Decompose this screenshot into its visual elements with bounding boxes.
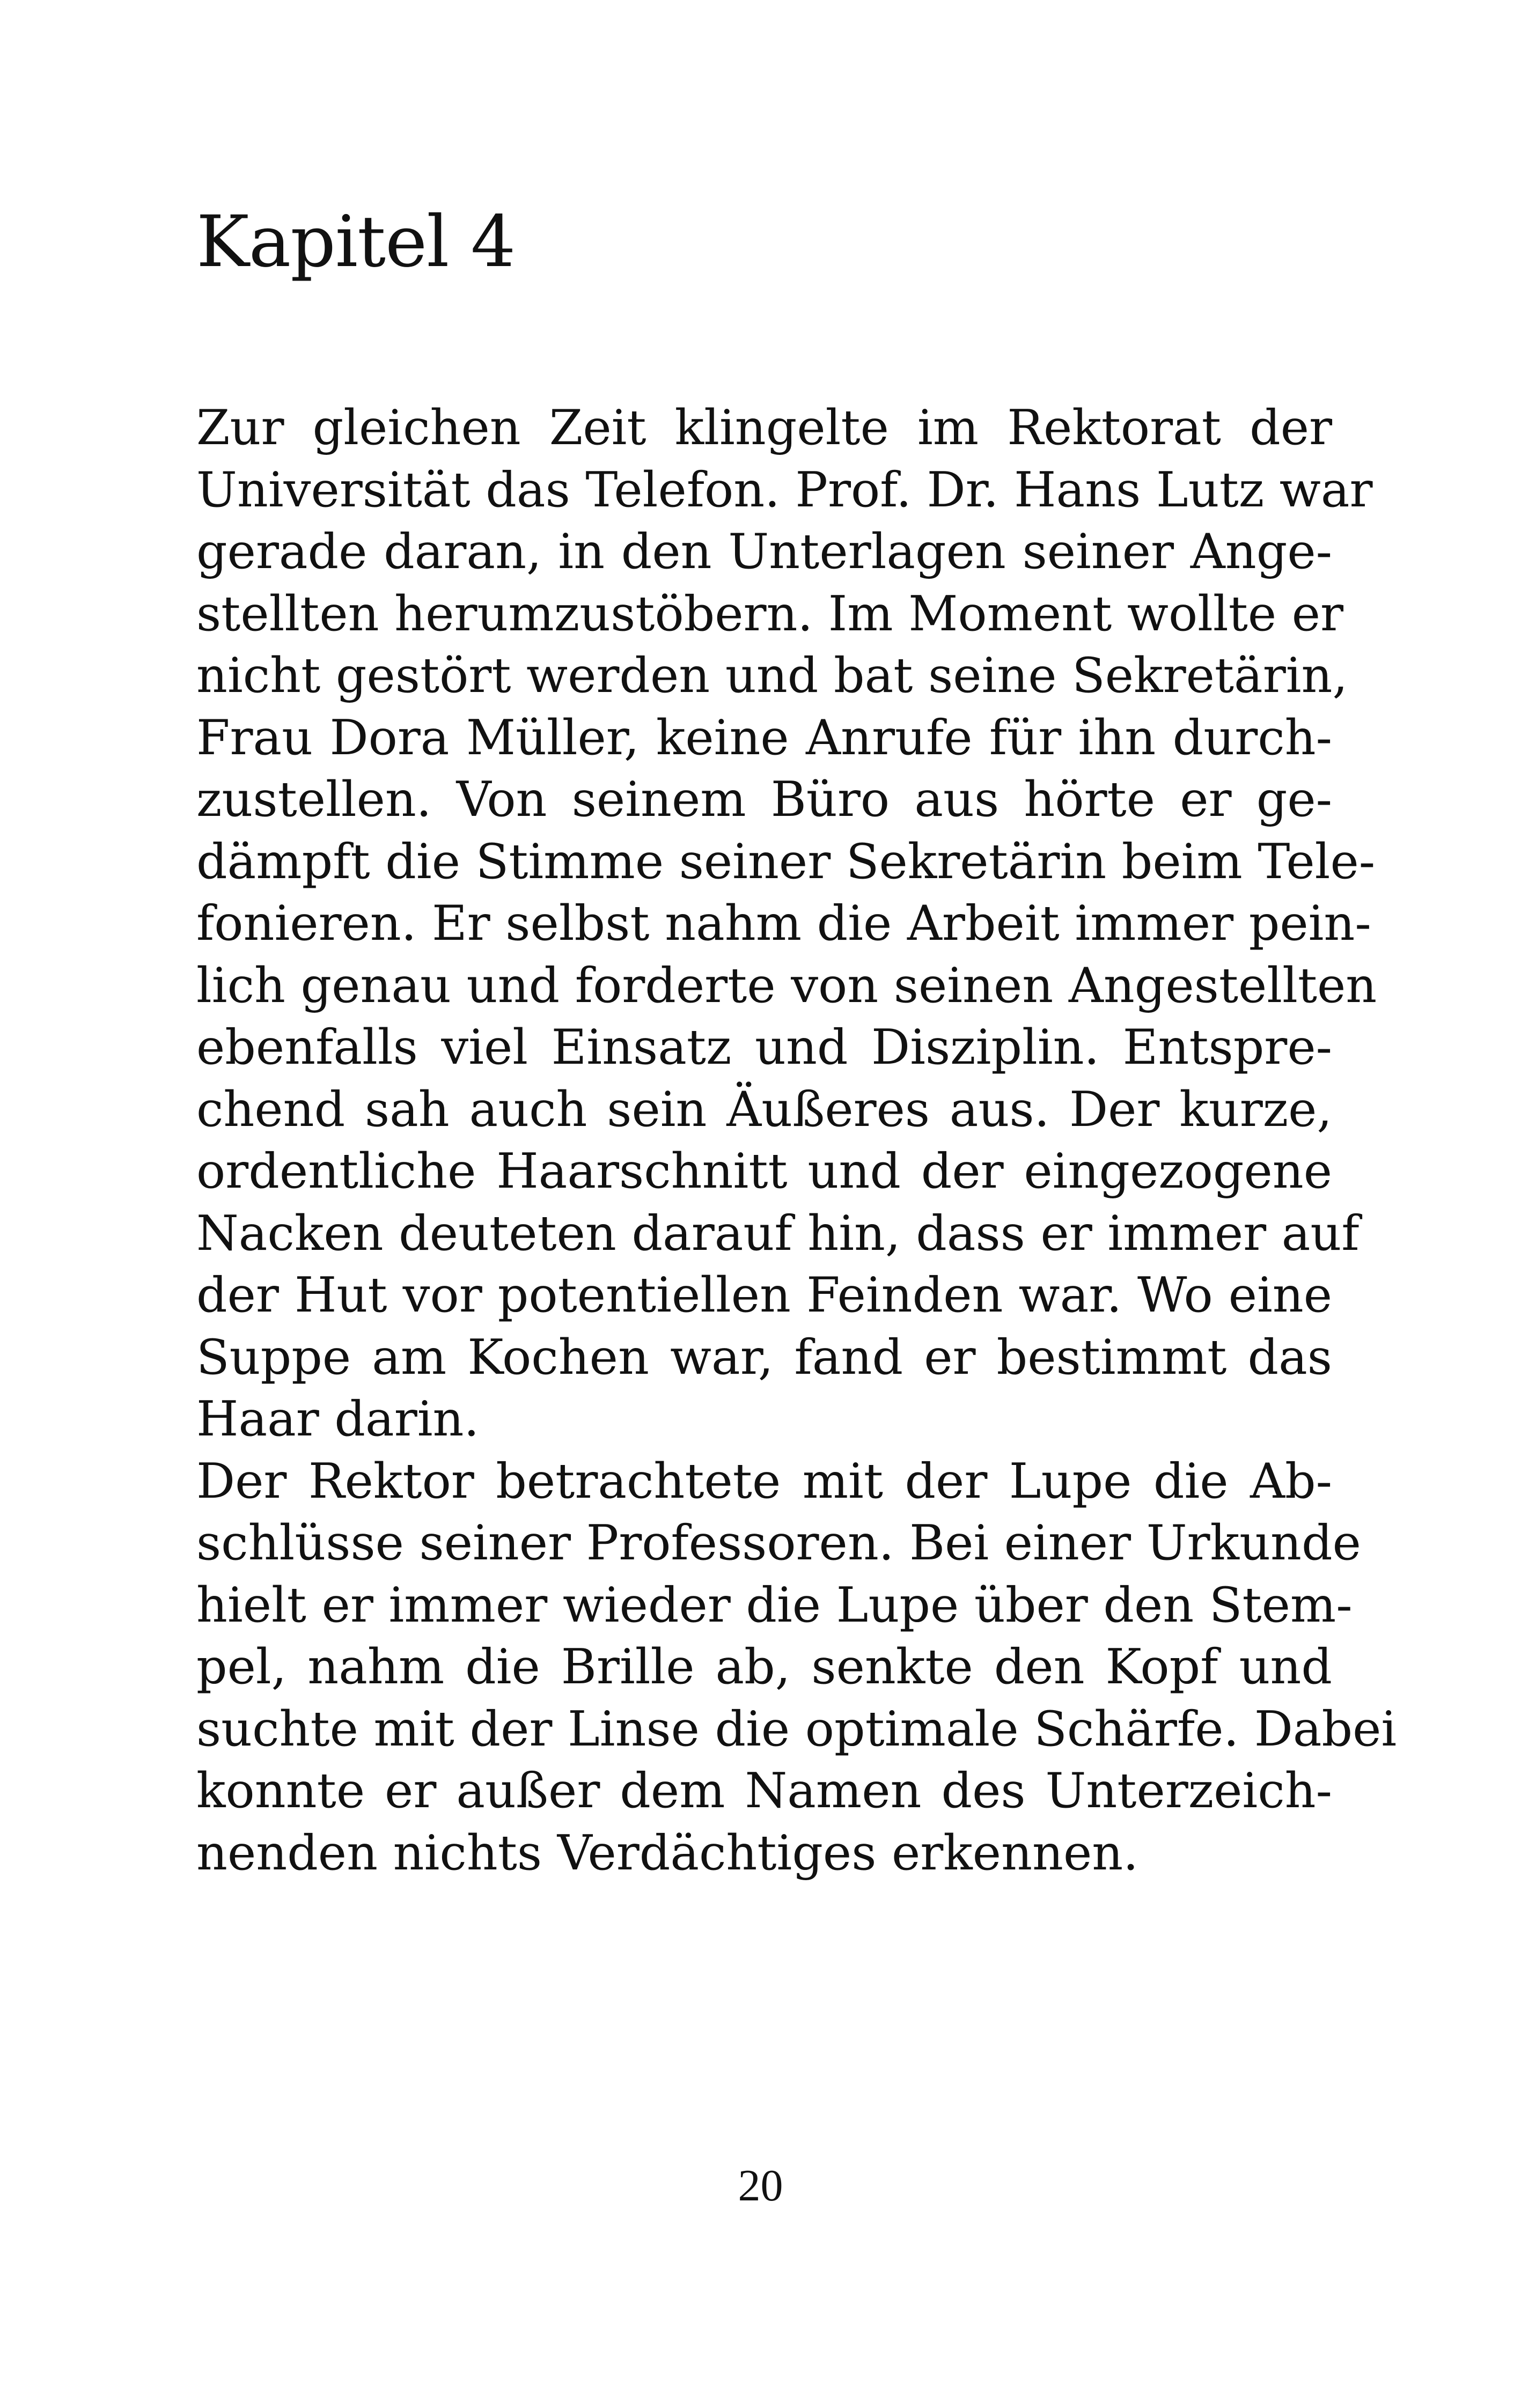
text-line: lich genau und forderte von seinen Angestellten — [196, 957, 1377, 1014]
text-line: ordentliche Haarschnitt und der eingezogene — [196, 1143, 1332, 1199]
text-line: chend sah auch sein Äußeres aus. Der kurze, — [196, 1081, 1332, 1138]
text-line: schlüsse seiner Professoren. Bei einer Urkunde — [196, 1515, 1361, 1571]
text-line: pel, nahm die Brille ab, senkte den Kopf und — [196, 1639, 1332, 1695]
text-line: stellten herumzustöbern. Im Moment wollte er — [196, 585, 1344, 642]
text-line: Universität das Telefon. Prof. Dr. Hans Lutz war — [196, 461, 1373, 518]
text-line: fonieren. Er selbst nahm die Arbeit immer pein- — [196, 895, 1371, 952]
text-line: der Hut vor potentiellen Feinden war. Wo eine — [196, 1267, 1332, 1323]
paragraph — [196, 1450, 1397, 1884]
text-line: Haar darin. — [196, 1391, 480, 1447]
text-line: zustellen. Von seinem Büro aus hörte er ge- — [196, 771, 1332, 828]
text-line: konnte er außer dem Namen des Unterzeich- — [196, 1763, 1332, 1819]
text-line: nicht gestört werden und bat seine Sekretärin, — [196, 647, 1348, 704]
page-number: 20 — [738, 2161, 783, 2211]
text-line: nenden nichts Verdächtiges erkennen. — [196, 1824, 1138, 1881]
text-line: Nacken deuteten darauf hin, dass er immer auf — [196, 1205, 1360, 1262]
text-line: dämpft die Stimme seiner Sekretärin beim Tele- — [196, 833, 1376, 890]
text-line: suchte mit der Linse die optimale Schärfe. Dabei — [196, 1700, 1397, 1757]
text-line: gerade daran, in den Unterlagen seiner Ange- — [196, 524, 1332, 580]
body-text — [196, 397, 1397, 1884]
text-line: hielt er immer wieder die Lupe über den Stem- — [196, 1577, 1353, 1633]
text-line: Der Rektor betrachtete mit der Lupe die Ab- — [196, 1453, 1332, 1509]
text-line: Frau Dora Müller, keine Anrufe für ihn durch- — [196, 709, 1332, 766]
text-line: ebenfalls viel Einsatz und Disziplin. Entspre- — [196, 1019, 1332, 1076]
chapter-title: Kapitel 4 — [196, 201, 516, 283]
text-line: Suppe am Kochen war, fand er bestimmt das — [196, 1329, 1332, 1386]
paragraph — [196, 397, 1377, 1450]
text-line: Zur gleichen Zeit klingelte im Rektorat der — [196, 400, 1332, 456]
